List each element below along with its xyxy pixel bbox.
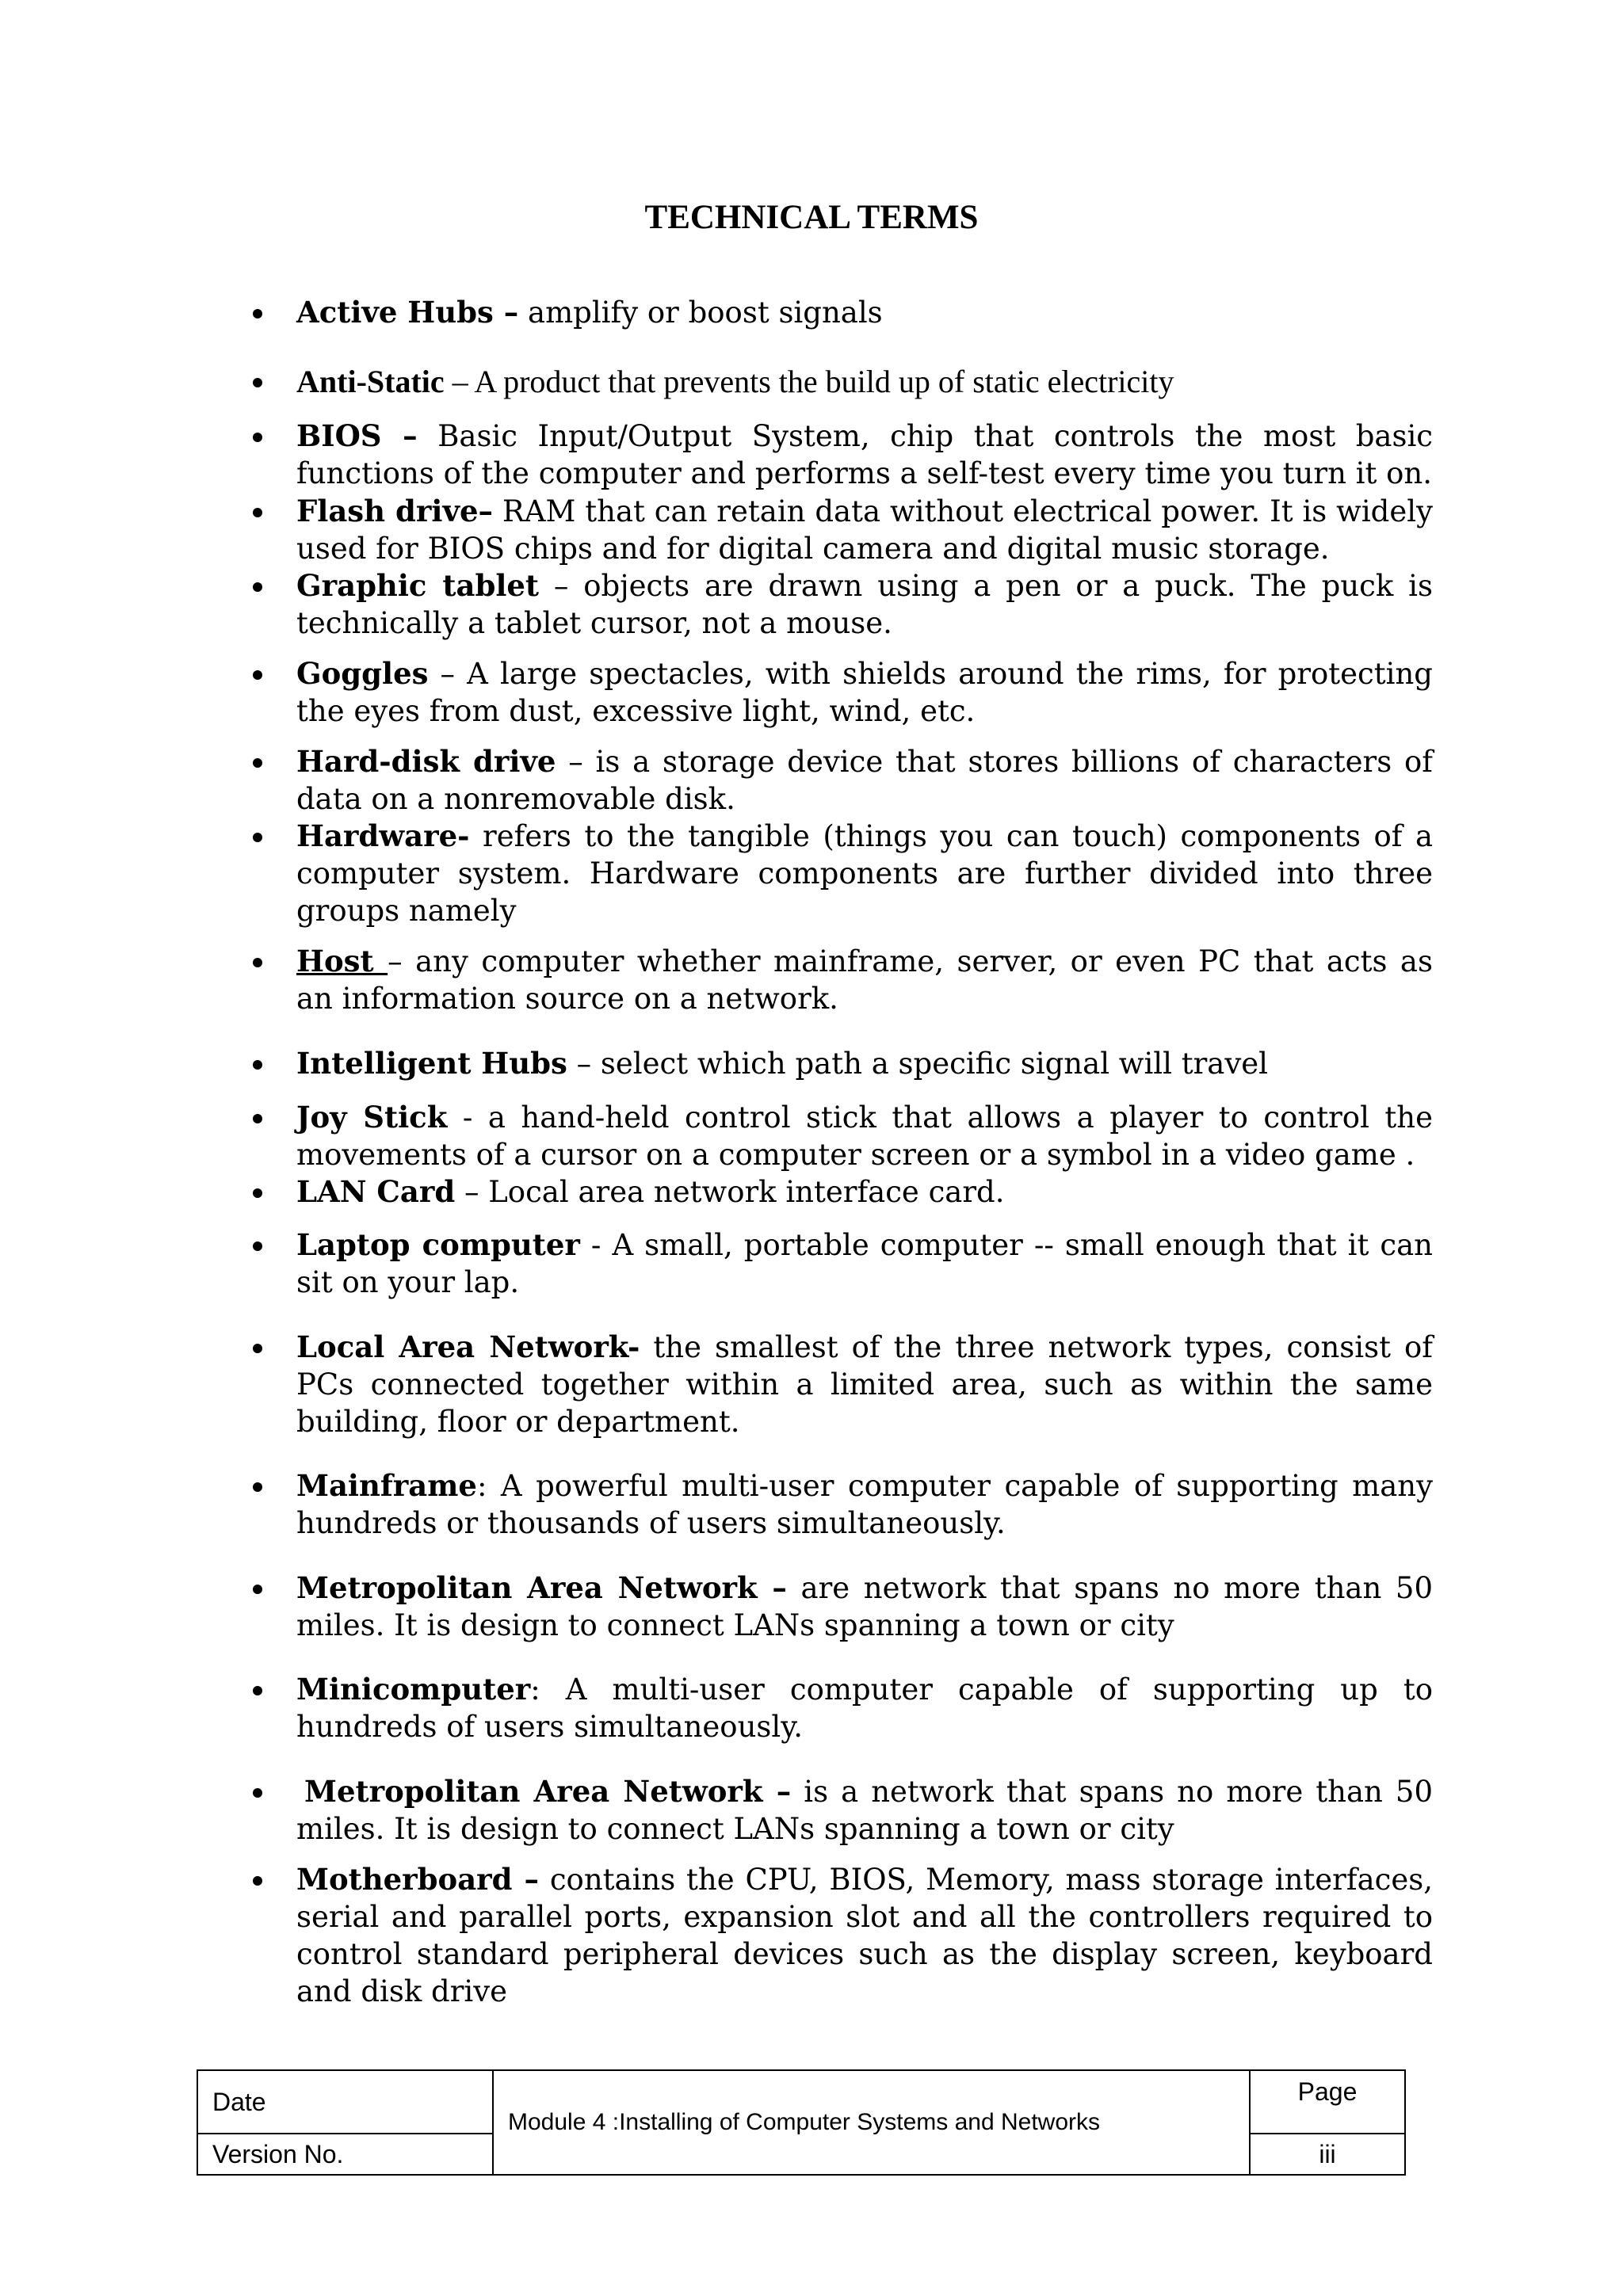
term-mainframe	[296, 1467, 1433, 1542]
term-laptop-computer	[296, 1226, 1433, 1301]
term-name: Anti-Static	[296, 364, 445, 399]
term-lan-card	[296, 1173, 1433, 1211]
term-name: Metropolitan Area Network –	[304, 1774, 792, 1809]
term-definition: are network that spans no more than 50 miles. It is design to connect LANs spanning a town or city	[296, 1571, 1434, 1642]
page-number: iii	[1250, 2134, 1405, 2175]
term-name: Hardware-	[296, 818, 470, 853]
term-intelligent-hubs	[296, 1045, 1433, 1082]
term-goggles	[296, 655, 1433, 730]
term-name: Hard-disk drive	[296, 744, 556, 779]
term-definition: - A small, portable computer -- small enough that it can sit on your lap.	[296, 1228, 1433, 1299]
term-definition: contains the CPU, BIOS, Memory, mass storage interfaces, serial and parallel ports, expansion slot and all the controllers required to control standard peripheral devices such as the display screen, keyboard and disk drive	[296, 1863, 1433, 2008]
term-metropolitan-area-network	[296, 1773, 1433, 1848]
term-definition: : A multi-user computer capable of supporting up to hundreds of users simultaneously.	[296, 1672, 1433, 1744]
date-label: Date	[197, 2070, 493, 2134]
term-graphic-tablet	[296, 567, 1433, 642]
term-name: Minicomputer	[296, 1672, 531, 1707]
page-label: Page	[1250, 2070, 1405, 2134]
term-definition: amplify or boost signals	[518, 296, 883, 330]
term-definition: the smallest of the three network types, consist of PCs connected together within a limited area, such as within the same building, floor or department.	[296, 1330, 1434, 1439]
term-minicomputer	[296, 1671, 1433, 1745]
term-name: LAN Card	[296, 1174, 456, 1209]
term-definition: – Local area network interface card.	[455, 1175, 1005, 1209]
module-title: Module 4 :Installing of Computer Systems and Networks	[493, 2070, 1250, 2175]
term-name: Laptop computer	[296, 1227, 580, 1262]
term-definition: is a network that spans no more than 50 miles. It is design to connect LANs spanning a town or city	[296, 1775, 1433, 1846]
term-name: Graphic tablet	[296, 568, 540, 603]
term-host	[296, 943, 1433, 1017]
term-name: Flash drive–	[296, 494, 494, 528]
term-name: Intelligent Hubs	[296, 1046, 567, 1081]
term-name: Metropolitan Area Network –	[296, 1570, 787, 1605]
term-definition: – objects are drawn using a pen or a puck. The puck is technically a tablet cursor, not a mouse.	[296, 569, 1433, 640]
term-motherboard	[296, 1861, 1433, 2010]
term-definition: Basic Input/Output System, chip that controls the most basic functions of the computer and performs a self-test every time you turn it on.	[296, 419, 1434, 490]
term-hard-disk-drive	[296, 743, 1433, 818]
page-footer-table	[197, 2069, 1406, 2176]
term-bios	[296, 418, 1433, 492]
term-joy-stick	[296, 1099, 1433, 1173]
page-title: TECHNICAL TERMS	[644, 199, 979, 236]
term-name: Goggles	[296, 656, 429, 691]
term-local-area-network	[296, 1329, 1433, 1440]
term-definition: – any computer whether mainframe, server, or even PC that acts as an information source on a network.	[296, 944, 1433, 1016]
term-name: Active Hubs –	[296, 295, 519, 330]
term-name: Local Area Network-	[296, 1329, 640, 1364]
term-hardware	[296, 818, 1433, 929]
term-definition: – select which path a specific signal will travel	[567, 1047, 1268, 1081]
term-name: Mainframe	[296, 1468, 477, 1503]
term-name: Joy Stick	[296, 1100, 448, 1135]
term-flash-drive	[296, 493, 1433, 567]
term-name: Host	[296, 944, 388, 978]
term-definition: RAM that can retain data without electrical power. It is widely used for BIOS chips and for digital camera and digital music storage.	[296, 494, 1433, 566]
version-label: Version No.	[197, 2134, 493, 2175]
term-definition: – A large spectacles, with shields around the rims, for protecting the eyes from dust, excessive light, wind, etc.	[296, 657, 1433, 728]
term-definition: : A powerful multi-user computer capable of supporting many hundreds or thousands of users simultaneously.	[296, 1469, 1433, 1540]
term-name: Motherboard –	[296, 1862, 539, 1897]
term-definition: – is a storage device that stores billions of characters of data on a nonremovable disk.	[296, 745, 1433, 816]
term-anti-static	[296, 363, 1433, 400]
term-definition: - a hand-held control stick that allows a player to control the movements of a cursor on a computer screen or a symbol in a video game .	[296, 1100, 1433, 1172]
term-name: BIOS –	[296, 418, 418, 453]
term-active-hubs	[296, 294, 1433, 331]
term-metropolitan-area-network	[296, 1569, 1433, 1644]
term-definition: refers to the tangible (things you can touch) components of a computer system. Hardware components are further divided into three groups namely	[296, 819, 1433, 928]
term-definition: – A product that prevents the build up of static electricity	[444, 364, 1174, 399]
